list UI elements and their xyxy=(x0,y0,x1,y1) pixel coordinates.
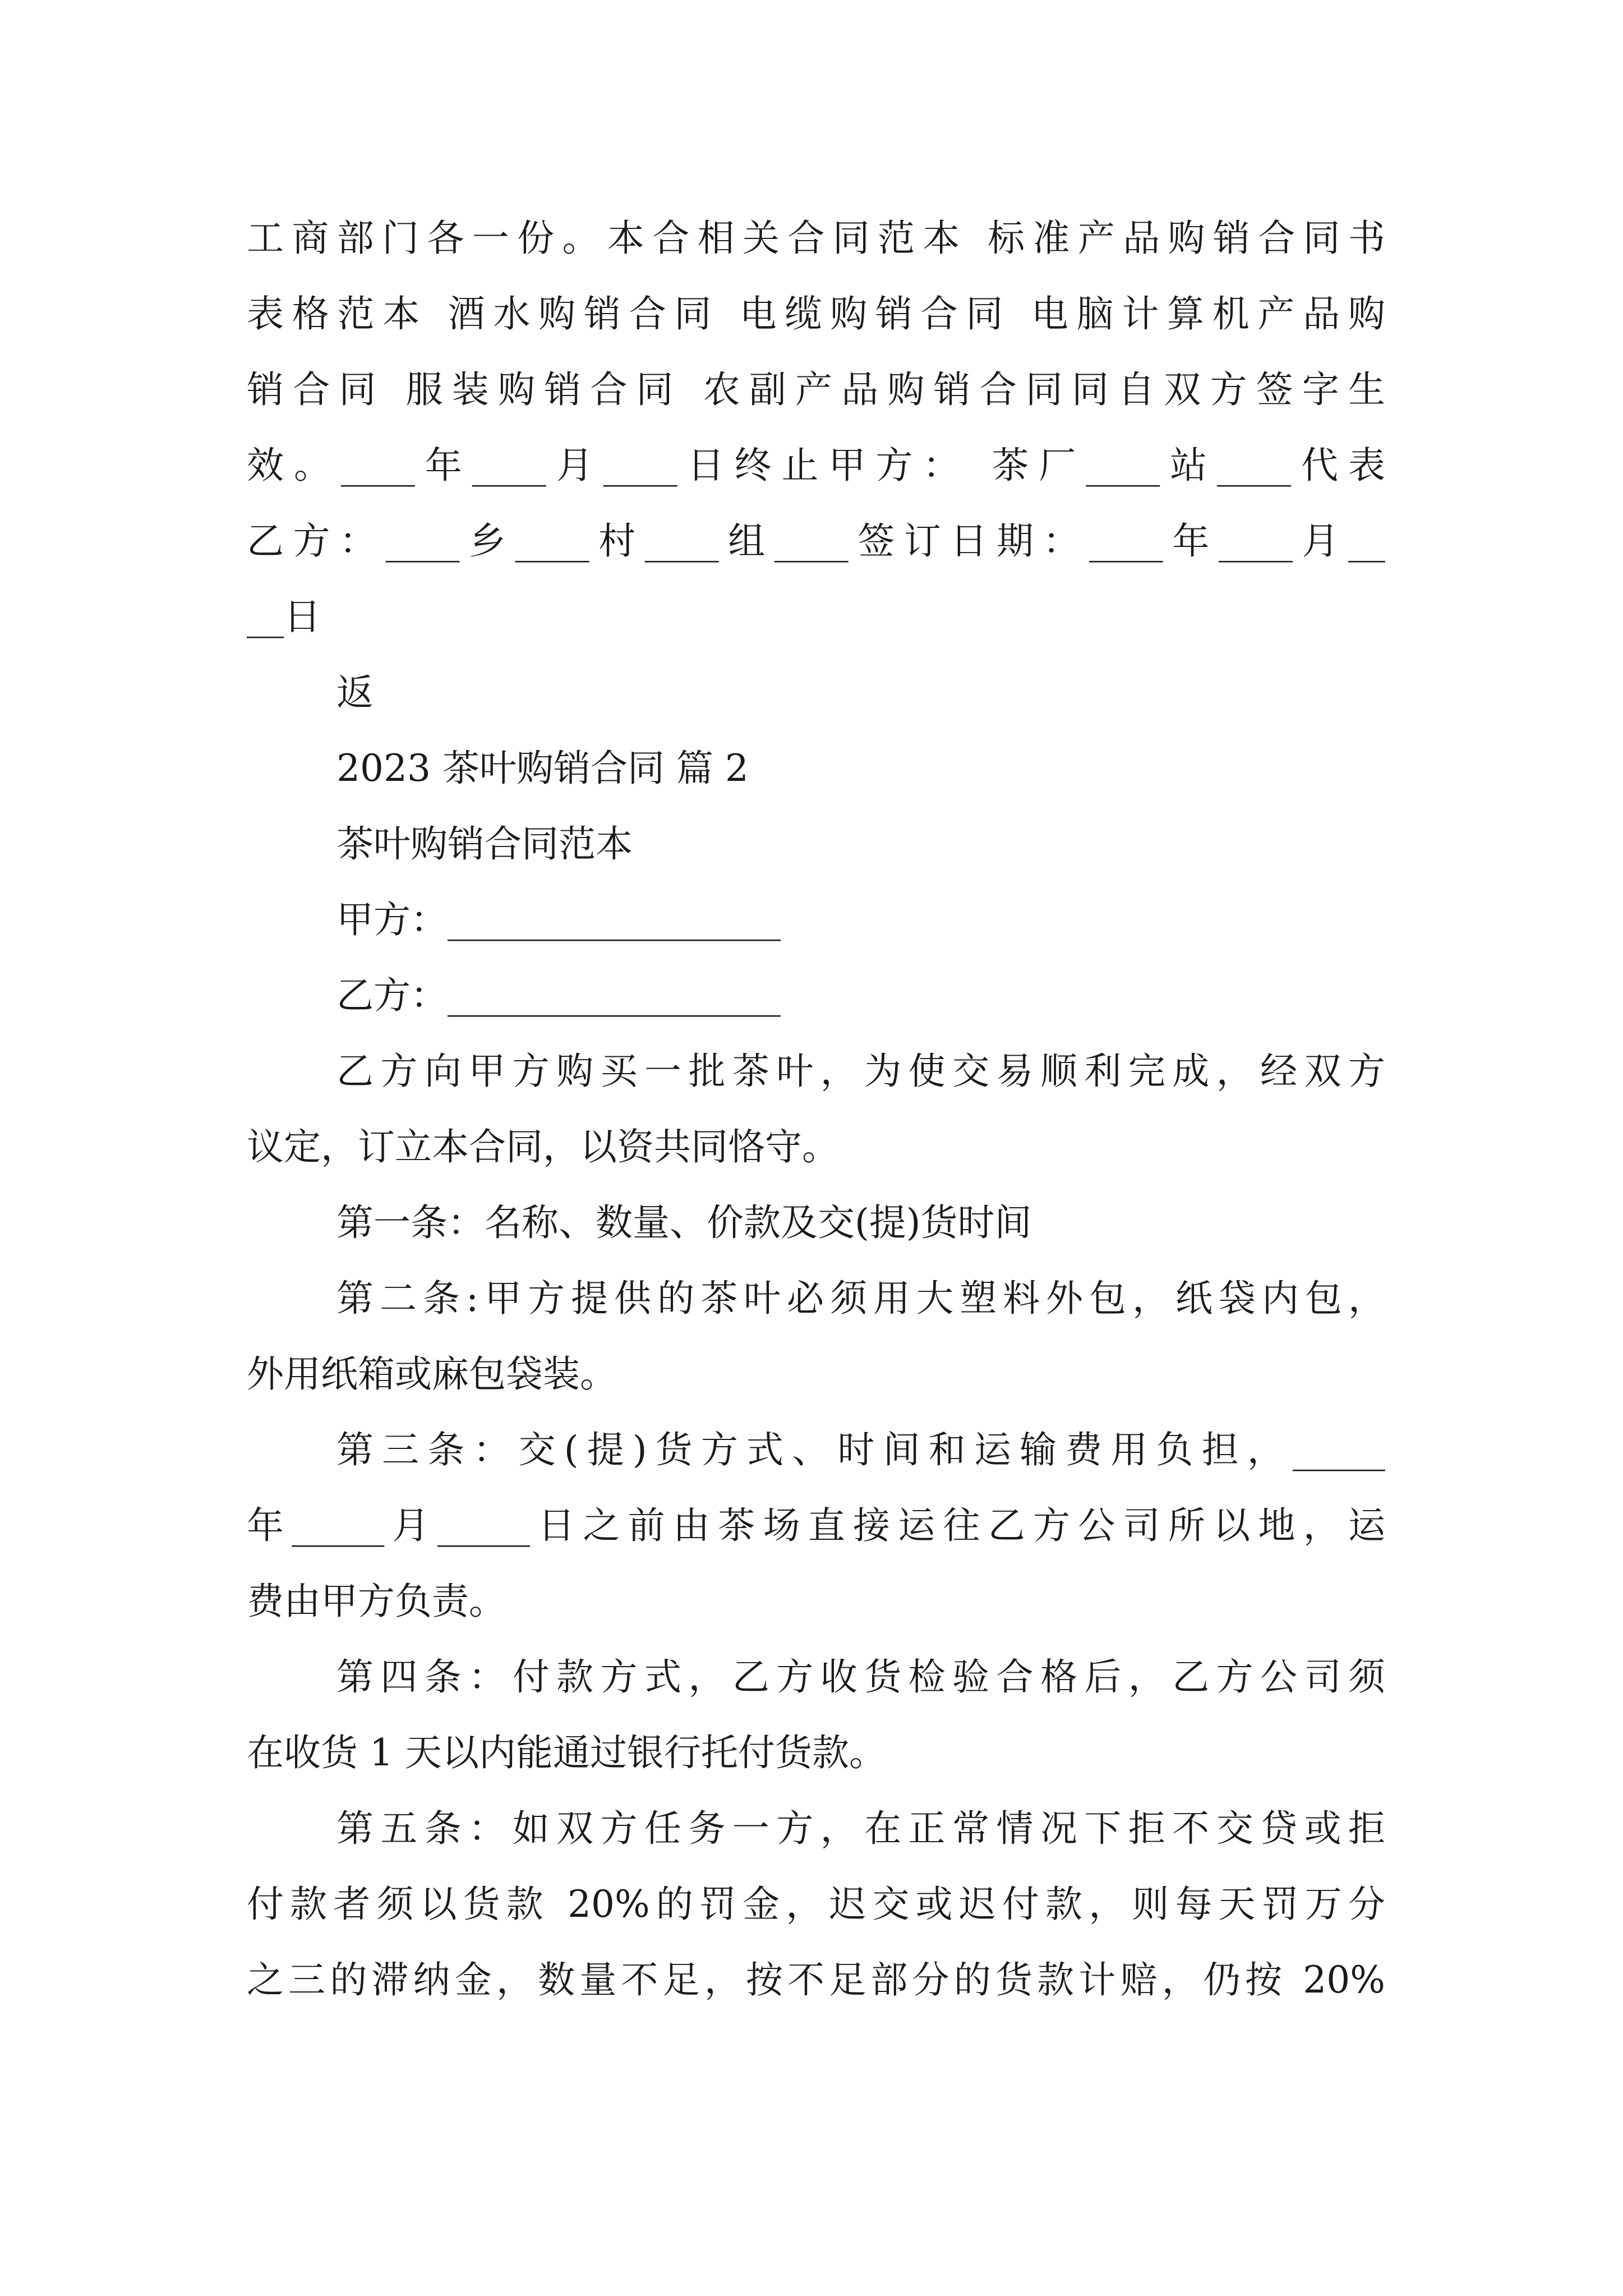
article-5: 第五条：如双方任务一方，在正常情况下拒不交贷或拒 xyxy=(336,1807,1385,1850)
text-line: 效。____年____月____日终止甲方： 茶厂____站____代表 xyxy=(247,444,1385,487)
article-3: 第三条：交(提)货方式、时间和运输费用负担，_____ xyxy=(336,1428,1385,1471)
return-link-text: 返 xyxy=(336,671,374,714)
text-line: 付款者须以货款 20%的罚金，迟交或迟付款，则每天罚万分 xyxy=(247,1883,1385,1926)
text-line: 销合同 服装购销合同 农副产品购销合同同自双方签字生 xyxy=(247,368,1385,411)
article-2: 第二条:甲方提供的茶叶必须用大塑料外包，纸袋内包， xyxy=(336,1277,1385,1320)
party-a-line: 甲方：__________________ xyxy=(336,898,781,941)
text-line: 表格范本 酒水购销合同 电缆购销合同 电脑计算机产品购 xyxy=(247,292,1385,335)
party-b-line: 乙方：__________________ xyxy=(336,974,781,1017)
text-line: 在收货 1 天以内能通过银行托付货款。 xyxy=(247,1731,886,1774)
section-heading: 2023 茶叶购销合同 篇 2 xyxy=(336,747,749,790)
text-line: 工商部门各一份。本合相关合同范本 标准产品购销合同书 xyxy=(247,217,1385,260)
text-line: __日 xyxy=(247,595,321,638)
text-line: 议定，订立本合同，以资共同恪守。 xyxy=(247,1125,839,1168)
article-4: 第四条：付款方式，乙方收货检验合格后，乙方公司须 xyxy=(336,1655,1385,1699)
text-line: 乙方向甲方购买一批茶叶，为使交易顺利完成，经双方 xyxy=(336,1050,1385,1093)
text-line: 费由甲方负责。 xyxy=(247,1580,506,1623)
contract-title: 茶叶购销合同范本 xyxy=(336,822,633,866)
text-line: 年_____月_____日之前由茶场直接运往乙方公司所以地，运 xyxy=(247,1504,1385,1547)
text-line: 外用纸箱或麻包袋装。 xyxy=(247,1352,617,1396)
text-line: 之三的滞纳金，数量不足，按不足部分的货款计赔，仍按 20% xyxy=(247,1958,1385,2001)
text-line: 乙方：____乡____村____组____签订日期：____年____月__ xyxy=(247,519,1385,563)
article-1: 第一条：名称、数量、价款及交(提)货时间 xyxy=(336,1201,1032,1244)
